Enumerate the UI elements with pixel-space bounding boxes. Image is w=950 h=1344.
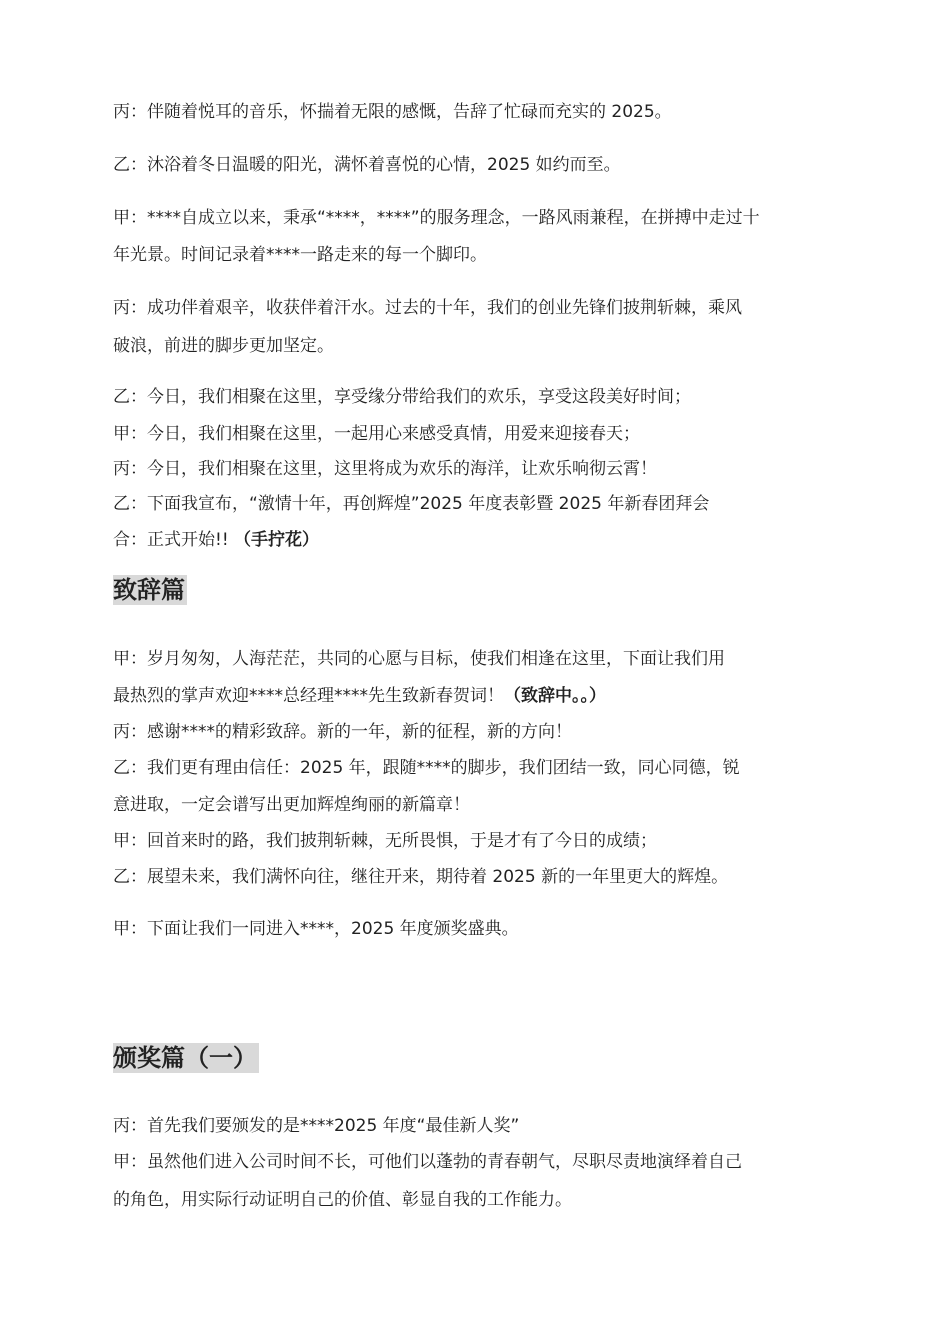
- intro-line-4a: 丙：成功伴着艰辛，收获伴着汗水。过去的十年，我们的创业先锋们披荆斩棘，乘风: [113, 298, 742, 318]
- speech-line-2: 丙：感谢****的精彩致辞。新的一年，新的征程，新的方向！: [113, 722, 572, 742]
- intro-line-9: [113, 528, 319, 552]
- intro-line-2: 乙：沐浴着冬日温暖的阳光，满怀着喜悦的心情，2025 如约而至。: [113, 155, 621, 175]
- speech-line-6: 甲：下面让我们一同进入****，2025 年度颁奖盛典。: [113, 919, 519, 939]
- section-heading-speech: 致辞篇: [113, 576, 185, 604]
- intro-line-9-stage-note: （手拧花）: [234, 530, 320, 550]
- speech-line-4: 甲：回首来时的路，我们披荆斩棘，无所畏惧，于是才有了今日的成绩；: [113, 831, 657, 851]
- speech-line-5: 乙：展望未来，我们满怀向往，继往开来，期待着 2025 新的一年里更大的辉煌。: [113, 867, 729, 887]
- intro-line-3b: 年光景。时间记录着****一路走来的每一个脚印。: [113, 245, 487, 265]
- speech-line-3a: 乙：我们更有理由信任：2025 年，跟随****的脚步，我们团结一致，同心同德，锐: [113, 758, 740, 778]
- speech-line-1b-text: 最热烈的掌声欢迎****总经理****先生致新春贺词！: [113, 686, 504, 706]
- speech-line-3b: 意进取，一定会谱写出更加辉煌绚丽的新篇章！: [113, 795, 470, 815]
- speech-line-1a: 甲：岁月匆匆，人海茫茫，共同的心愿与目标，使我们相逢在这里，下面让我们用: [113, 649, 725, 669]
- intro-line-7: 丙：今日，我们相聚在这里，这里将成为欢乐的海洋，让欢乐响彻云霄！: [113, 459, 657, 479]
- speech-line-1b: [113, 684, 606, 708]
- award1-line-2b: 的角色，用实际行动证明自己的价值、彰显自我的工作能力。: [113, 1190, 572, 1210]
- intro-line-6: 甲：今日，我们相聚在这里，一起用心来感受真情，用爱来迎接春天；: [113, 424, 640, 444]
- intro-line-8: 乙：下面我宣布，“激情十年，再创辉煌”2025 年度表彰暨 2025 年新春团拜会: [113, 494, 710, 514]
- intro-line-9-text: 合：正式开始!!: [113, 530, 235, 550]
- speech-line-1b-stage-note: （致辞中。。）: [504, 686, 606, 706]
- intro-line-5: 乙：今日，我们相聚在这里，享受缘分带给我们的欢乐，享受这段美好时间；: [113, 387, 691, 407]
- intro-line-1: 丙：伴随着悦耳的音乐，怀揣着无限的感慨，告辞了忙碌而充实的 2025。: [113, 102, 672, 122]
- section-heading-award-1: 颁奖篇（一）: [113, 1044, 257, 1072]
- intro-line-3a: 甲：****自成立以来，秉承“****，****”的服务理念，一路风雨兼程，在拼搏中走过十: [113, 208, 760, 228]
- award1-line-2a: 甲：虽然他们进入公司时间不长，可他们以蓬勃的青春朝气，尽职尽责地演绎着自己: [113, 1152, 742, 1172]
- intro-line-4b: 破浪，前进的脚步更加坚定。: [113, 336, 334, 356]
- award1-line-1: 丙：首先我们要颁发的是****2025 年度“最佳新人奖”: [113, 1116, 520, 1136]
